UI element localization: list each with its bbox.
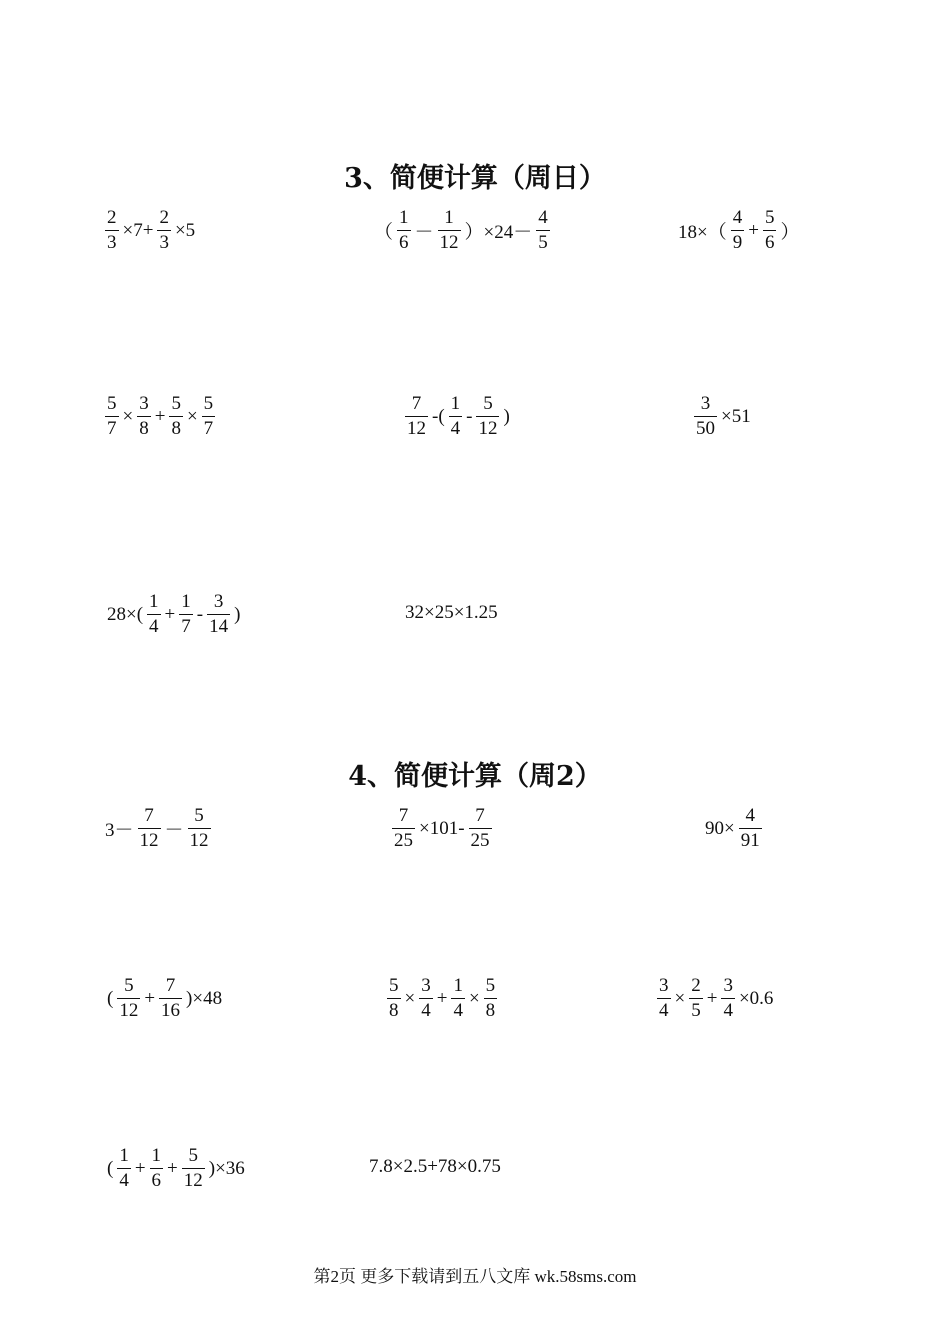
operator-text: )	[503, 405, 510, 427]
operator-text: ×	[468, 987, 480, 1009]
fraction	[159, 974, 182, 1023]
fraction	[438, 206, 461, 255]
numerator: 3	[139, 393, 149, 414]
problem	[655, 974, 775, 1023]
problem	[703, 804, 764, 853]
denominator: 12	[139, 830, 159, 851]
fraction	[721, 974, 735, 1023]
numerator: 1	[453, 975, 463, 996]
problem	[105, 1144, 247, 1193]
denominator: 8	[485, 1000, 496, 1021]
fraction	[150, 1144, 164, 1193]
fraction	[689, 974, 703, 1023]
fraction	[117, 974, 140, 1023]
operator-text: ×101-	[419, 817, 465, 839]
operator-text: +	[154, 405, 166, 427]
operator-text: －	[164, 820, 184, 841]
fraction	[137, 392, 151, 441]
denominator: 4	[450, 418, 461, 439]
denominator: 4	[119, 1170, 129, 1191]
denominator: 25	[470, 830, 490, 851]
numerator: 7	[165, 975, 176, 996]
numerator: 1	[151, 1145, 162, 1166]
problem	[390, 804, 494, 853]
operator-text: （	[374, 222, 394, 243]
operator-text: (	[107, 1157, 114, 1179]
numerator: 7	[475, 805, 485, 826]
numerator: 7	[398, 805, 409, 826]
denominator: 3	[159, 232, 169, 253]
operator-text: +	[748, 219, 759, 241]
denominator: 5	[538, 232, 548, 253]
operator-text: +	[144, 987, 156, 1009]
operator-text: 7.8×2.5+78×0.75	[369, 1156, 501, 1177]
numerator: 1	[399, 207, 409, 228]
operator-text: +	[436, 987, 448, 1009]
numerator: 4	[732, 207, 743, 228]
numerator: 5	[171, 393, 181, 414]
operator-text: ×0.6	[738, 987, 774, 1009]
denominator: 8	[139, 418, 149, 439]
denominator: 12	[439, 232, 459, 253]
problem	[103, 206, 197, 255]
problem	[385, 974, 499, 1023]
operator-text: -(	[432, 405, 445, 427]
numerator: 4	[745, 805, 755, 826]
operator-text: －	[414, 222, 434, 243]
denominator: 91	[740, 830, 760, 851]
numerator: 3	[421, 975, 431, 996]
problem	[676, 206, 801, 255]
fraction	[484, 974, 498, 1023]
denominator: 4	[149, 616, 159, 637]
denominator: 4	[723, 1000, 733, 1021]
numerator: 5	[188, 1145, 199, 1166]
operator-text: ×	[674, 987, 686, 1009]
fraction	[147, 590, 161, 639]
denominator: 14	[209, 616, 229, 637]
operator-text: 18×（	[678, 222, 727, 243]
fraction	[476, 392, 499, 441]
fraction	[105, 206, 119, 255]
numerator: 7	[144, 805, 154, 826]
numerator: 2	[691, 975, 701, 996]
numerator: 5	[485, 975, 496, 996]
numerator: 5	[194, 805, 204, 826]
denominator: 4	[421, 1000, 431, 1021]
problem	[367, 1156, 503, 1178]
operator-text: 3－	[105, 820, 134, 841]
denominator: 4	[659, 1000, 669, 1021]
fraction	[202, 392, 216, 441]
denominator: 16	[161, 1000, 181, 1021]
fraction	[179, 590, 193, 639]
numerator: 1	[444, 207, 454, 228]
denominator: 8	[389, 1000, 399, 1021]
denominator: 5	[691, 1000, 701, 1021]
fraction	[731, 206, 745, 255]
numerator: 1	[119, 1145, 129, 1166]
fraction	[536, 206, 550, 255]
fraction	[138, 804, 161, 853]
operator-text: ）	[780, 222, 800, 243]
denominator: 7	[203, 418, 214, 439]
operator-text: ×5	[174, 219, 196, 241]
denominator: 7	[181, 616, 191, 637]
problem	[105, 590, 242, 639]
denominator: 12	[478, 418, 498, 439]
denominator: 6	[399, 232, 409, 253]
problem	[372, 206, 552, 255]
operator-text: ×51	[721, 405, 751, 427]
fraction	[157, 206, 171, 255]
problem	[103, 804, 213, 853]
operator-text: )×48	[186, 987, 223, 1009]
operator-text: ）×24－	[464, 222, 533, 243]
operator-text: 28×(	[107, 603, 144, 625]
fraction	[419, 974, 433, 1023]
numerator: 1	[149, 591, 159, 612]
numerator: 5	[483, 393, 493, 414]
numerator: 2	[159, 207, 169, 228]
fraction	[207, 590, 230, 639]
denominator: 50	[696, 418, 715, 439]
fraction	[449, 392, 463, 441]
fraction	[169, 392, 183, 441]
fraction	[405, 392, 428, 441]
numerator: 5	[203, 393, 214, 414]
denominator: 12	[183, 1170, 203, 1191]
operator-text: +	[167, 1157, 178, 1179]
numerator: 3	[700, 393, 711, 414]
numerator: 4	[538, 207, 548, 228]
operator-text: )×36	[208, 1157, 245, 1179]
fraction	[469, 804, 492, 853]
denominator: 3	[107, 232, 117, 253]
fraction	[397, 206, 411, 255]
numerator: 3	[723, 975, 733, 996]
fraction	[694, 392, 717, 441]
numerator: 3	[213, 591, 224, 612]
numerator: 7	[411, 393, 422, 414]
numerator: 5	[107, 393, 117, 414]
fraction	[387, 974, 401, 1023]
problem	[103, 392, 217, 441]
numerator: 5	[124, 975, 134, 996]
operator-text: ×	[404, 987, 416, 1009]
operator-text: -	[466, 405, 473, 427]
operator-text: (	[107, 987, 114, 1009]
fraction	[105, 392, 119, 441]
operator-text: )	[234, 603, 241, 625]
denominator: 4	[453, 1000, 463, 1021]
problem	[403, 392, 512, 441]
fraction	[657, 974, 671, 1023]
numerator: 5	[389, 975, 399, 996]
operator-text: ×	[186, 405, 198, 427]
operator-text: -	[196, 603, 204, 625]
numerator: 1	[450, 393, 461, 414]
fraction	[392, 804, 415, 853]
denominator: 6	[151, 1170, 162, 1191]
problem	[403, 602, 500, 624]
problem	[692, 392, 753, 441]
numerator: 1	[181, 591, 191, 612]
section-title: 4、简便计算（周2）	[348, 761, 602, 792]
operator-text: ×7+	[122, 219, 154, 241]
operator-text: +	[164, 603, 176, 625]
operator-text: 32×25×1.25	[405, 602, 498, 623]
section-title: 3、简便计算（周日）	[344, 163, 606, 194]
denominator: 25	[394, 830, 413, 851]
fraction	[182, 1144, 205, 1193]
denominator: 7	[107, 418, 117, 439]
numerator: 3	[659, 975, 669, 996]
problem	[105, 974, 224, 1023]
denominator: 12	[407, 418, 426, 439]
denominator: 9	[732, 232, 743, 253]
numerator: 2	[107, 207, 117, 228]
operator-text: 90×	[705, 817, 735, 839]
numerator: 5	[764, 207, 775, 228]
operator-text: +	[706, 987, 718, 1009]
operator-text: +	[134, 1157, 146, 1179]
fraction	[739, 804, 762, 853]
denominator: 8	[171, 418, 181, 439]
fraction	[117, 1144, 131, 1193]
denominator: 6	[764, 232, 775, 253]
denominator: 12	[119, 1000, 139, 1021]
denominator: 12	[189, 830, 209, 851]
fraction	[451, 974, 465, 1023]
page-footer: 第2页 更多下载请到五八文库 wk.58sms.com	[313, 1267, 637, 1286]
fraction	[188, 804, 211, 853]
fraction	[763, 206, 777, 255]
operator-text: ×	[122, 405, 134, 427]
